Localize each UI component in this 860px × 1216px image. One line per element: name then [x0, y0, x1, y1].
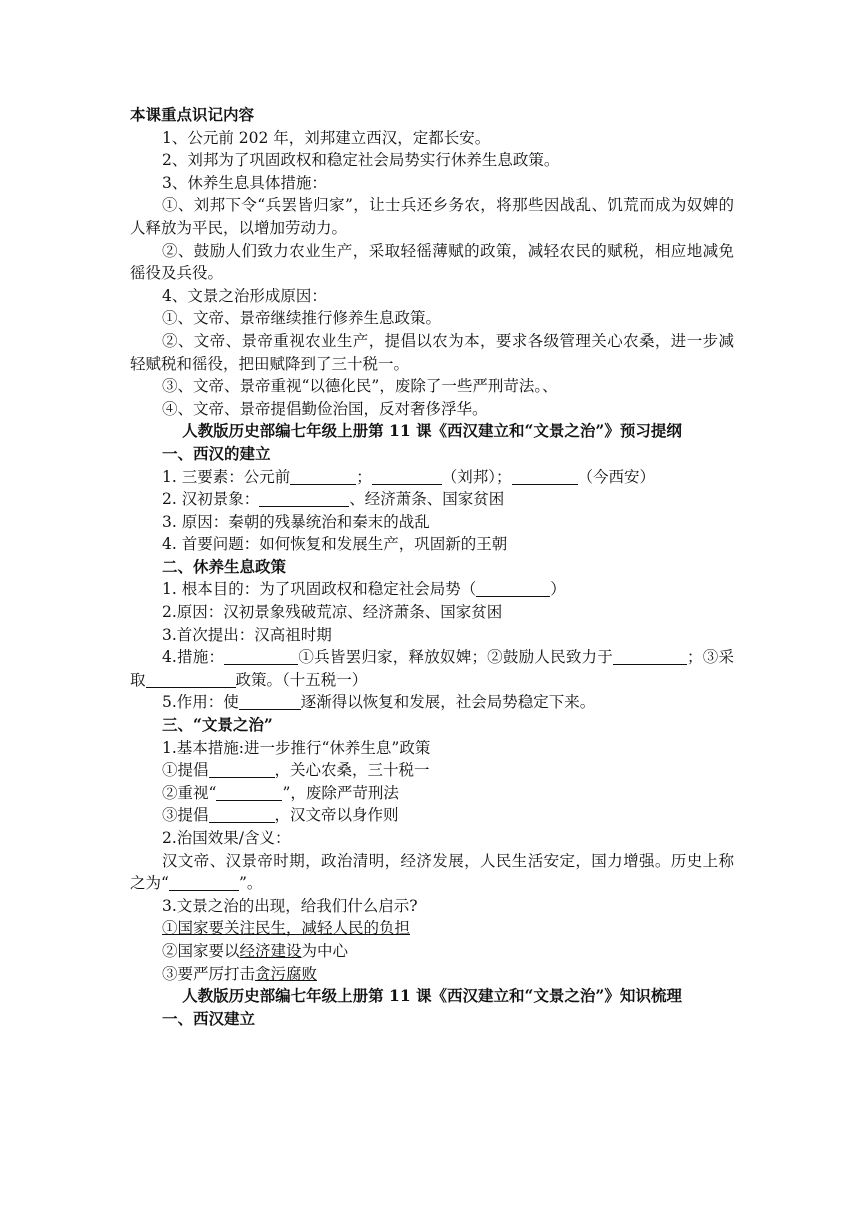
s2-line-4-b: ①兵皆罢归家，释放奴婢；②鼓励人民致力于 [298, 648, 614, 667]
s3-line-9-a: ②国家要以 [162, 941, 240, 960]
blank-founder[interactable] [372, 468, 442, 485]
key-line-9: ③、文帝、景帝重视“以德化民”，废除了一些严刑苛法。、 [162, 377, 558, 396]
s3-line-10-b: 贪污腐败 [255, 964, 318, 983]
section-3-title: 三、“文景之治” [162, 715, 273, 735]
document-content [130, 104, 734, 1030]
key-line-4: ①、刘邦下令“兵罢皆归家”，让士兵还乡务农，将那些因战乱、饥荒而成为奴婢的人释放为平民，以增加劳动力。 [130, 196, 734, 237]
s3-line-6-b: ”。 [238, 874, 263, 893]
s1-line-1-a: 1. 三要素：公元前 [162, 467, 291, 486]
s3-line-8 [130, 917, 734, 940]
s3-line-1: 1.基本措施:进一步推行“休养生息”政策 [162, 738, 431, 757]
blank-effect[interactable] [239, 693, 301, 710]
s3-line-9-b: 经济建设 [239, 941, 302, 960]
s3-line-10-a: ③要严厉打击 [162, 964, 256, 983]
s2-line-4-c: ；③采取 [130, 648, 734, 689]
s1-line-4: 4. 首要问题：如何恢复和发展生产，巩固新的王朝 [162, 535, 508, 554]
s2-line-1-b: ） [550, 580, 566, 599]
s1-line-2 [130, 488, 734, 511]
key-line-2: 2、刘邦为了巩固政权和稳定社会局势实行休养生息政策。 [162, 151, 560, 170]
s1-line-3: 3. 原因：秦朝的残暴统治和秦末的战乱 [162, 512, 430, 531]
s2-line-4 [130, 646, 734, 691]
s3-line-4 [130, 804, 734, 827]
s1-line-1-d: （今西安） [577, 467, 656, 486]
s1-line-2-b: 、经济萧条、国家贫困 [349, 490, 505, 509]
blank-policy[interactable] [146, 671, 236, 688]
s1-line-1-c: （刘邦）； [441, 467, 512, 486]
s3-line-8-text: ①国家要关注民生，减轻人民的负担 [162, 919, 411, 938]
s3-line-4-a: ③提倡 [162, 806, 209, 825]
s3-line-6-a: 汉文帝、汉景帝时期，政治清明，经济发展，人民生活安定，国力增强。历史上称之为“ [130, 851, 734, 893]
s3-line-2-b: ，关心农桑，三十税一 [274, 761, 430, 780]
key-line-1: 1、公元前 202 年，刘邦建立西汉，定都长安。 [162, 128, 491, 147]
s3-line-7: 3.文景之治的出现，给我们什么启示? [162, 896, 418, 915]
blank-agriculture[interactable] [613, 648, 687, 665]
key-line-8: ②、文帝、景帝重视农业生产，提倡以农为本，要求各级管理关心农桑，进一步减轻赋税和徭役，把田赋降到了三十税一。 [130, 331, 734, 373]
s2-line-4-d: 政策。（十五税一） [235, 670, 368, 689]
s2-line-3: 3.首次提出：汉高祖时期 [162, 625, 332, 644]
s3-line-4-b: ，汉文帝以身作则 [274, 806, 399, 825]
s3-line-9 [130, 940, 734, 963]
key-line-6: 4、文景之治形成原因： [162, 286, 327, 305]
s2-line-1 [130, 578, 734, 601]
s2-line-1-a: 1. 根本目的：为了巩固政权和稳定社会局势（ [162, 580, 477, 599]
key-line-3: 3、休养生息具体措施： [162, 173, 327, 192]
blank-purpose[interactable] [476, 580, 550, 597]
s3-line-10 [130, 963, 734, 986]
s1-line-2-a: 2. 汉初景象： [162, 490, 260, 509]
key-line-7: ①、文帝、景帝继续推行修养生息政策。 [162, 309, 442, 328]
s3-line-3-a: ②重视“ [162, 783, 217, 802]
section-2-title: 二、休养生息政策 [162, 556, 287, 576]
s3-line-3 [130, 782, 734, 805]
s3-line-2 [130, 759, 734, 782]
blank-scene[interactable] [259, 490, 349, 507]
s2-line-2: 2.原因：汉初景象残破荒凉、经济萧条、国家贫困 [162, 603, 503, 622]
blank-year[interactable] [290, 468, 356, 485]
blank-advocate-2[interactable] [209, 806, 275, 823]
s2-line-5-a: 5.作用：使 [162, 693, 239, 712]
blank-advocate-1[interactable] [209, 761, 275, 778]
key-line-5: ②、鼓励人们致力农业生产，采取轻徭薄赋的政策，减轻农民的赋税，相应地减免徭役及兵役。 [130, 241, 734, 283]
section-4-title: 一、西汉建立 [162, 1008, 256, 1028]
s1-line-1 [130, 466, 734, 489]
s3-line-6 [130, 850, 734, 895]
s2-line-5-b: 逐渐得以恢复和发展，社会局势稳定下来。 [300, 693, 596, 712]
blank-capital[interactable] [512, 468, 578, 485]
section-1-title: 一、西汉的建立 [162, 443, 271, 463]
key-line-10: ④、文帝、景帝提倡勤俭治国，反对奢侈浮华。 [162, 399, 488, 418]
blank-value[interactable] [216, 784, 282, 801]
s3-line-5: 2.治国效果/含义： [162, 829, 291, 847]
blank-measure[interactable] [224, 648, 298, 665]
sorting-title: 人教版历史部编七年级上册第 11 课《西汉建立和“文景之治”》知识梳理 [182, 986, 682, 1006]
key-points-heading: 本课重点识记内容 [130, 105, 255, 124]
outline-title: 人教版历史部编七年级上册第 11 课《西汉建立和“文景之治”》预习提纲 [182, 421, 682, 441]
s3-line-9-c: 为中心 [301, 941, 349, 960]
blank-era-name[interactable] [169, 874, 239, 891]
s2-line-4-a: 4.措施： [162, 648, 225, 667]
s2-line-5 [130, 691, 734, 714]
s1-line-1-b: ； [356, 467, 372, 486]
s3-line-3-b: ”，废除严苛刑法 [282, 783, 399, 802]
s3-line-2-a: ①提倡 [162, 761, 209, 780]
